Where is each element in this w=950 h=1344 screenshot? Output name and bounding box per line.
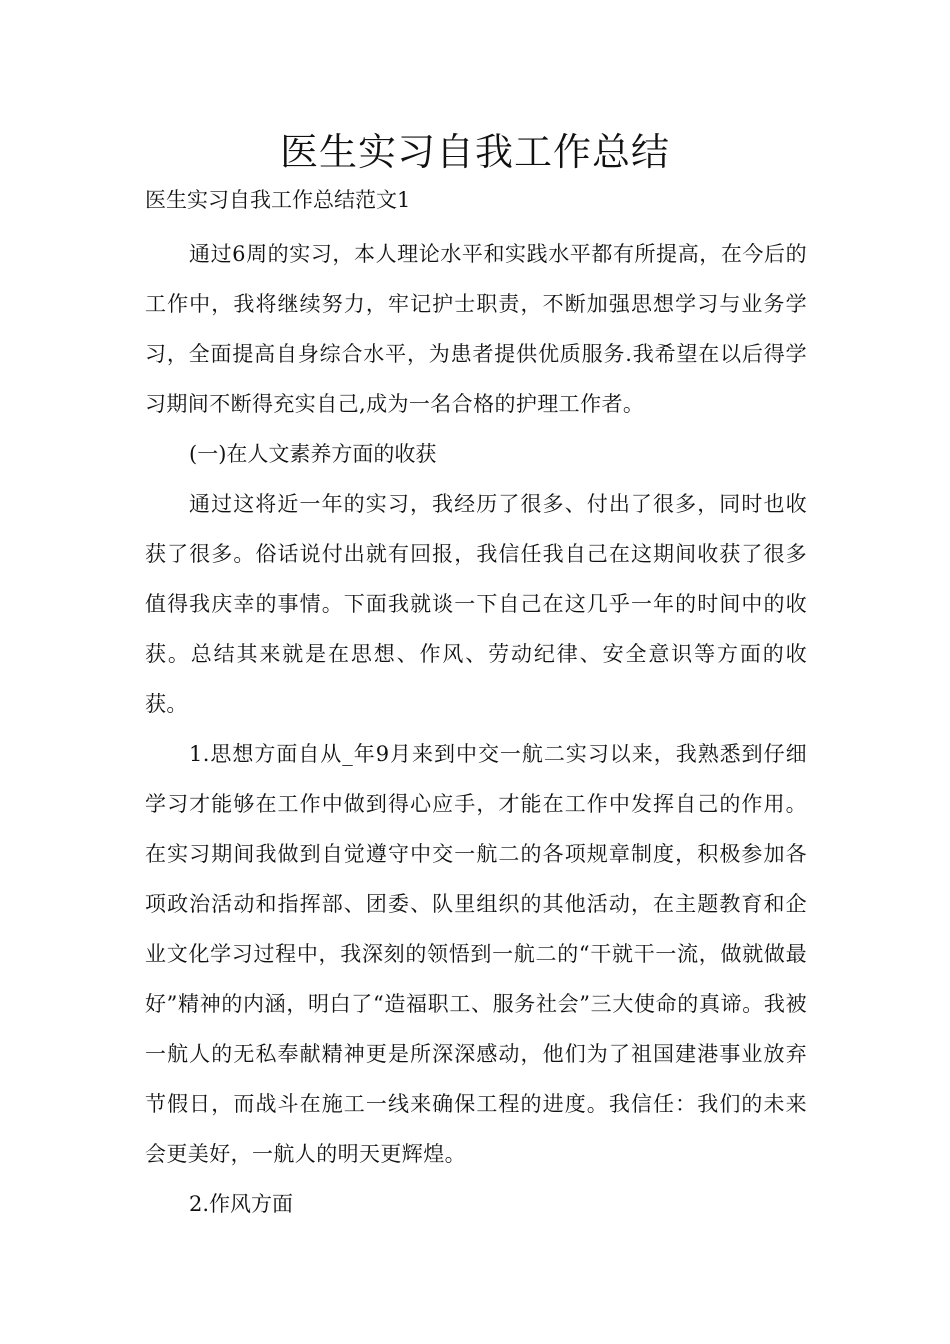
paragraph-thought: 1.思想方面自从_年9月来到中交一航二实习以来，我熟悉到仔细学习才能够在工作中做到得心应手，才能在工作中发挥自己的作用。在实习期间我做到自觉遵守中交一航二的各项规章制度，积极参加各项政治活动和指挥部、团委、队里组织的其他活动，在主题教育和企业文化学习过程中，我深刻的领悟到一航二的“干就干一流，做就做最好”精神的内涵，明白了“造福职工、服务社会”三大使命的真谛。我被一航人的无私奉献精神更是所深深感动，他们为了祖国建港事业放弃节假日，而战斗在施工一线来确保工程的进度。我信任：我们的未来会更美好，一航人的明天更辉煌。 [145, 742, 807, 1166]
paragraph-intro: 通过6周的实习，本人理论水平和实践水平都有所提高，在今后的工作中，我将继续努力，牢记护士职责，不断加强思想学习与业务学习，全面提高自身综合水平，为患者提供优质服务.我希望在以后得学习期间不断得充实自己,成为一名合格的护理工作者。 [145, 242, 807, 416]
document-subtitle: 医生实习自我工作总结范文1 [145, 188, 411, 212]
paragraph-gains: 通过这将近一年的实习，我经历了很多、付出了很多，同时也收获了很多。俗话说付出就有回报，我信任我自己在这期间收获了很多值得我庆幸的事情。下面我就谈一下自己在这几乎一年的时间中的收获。总结其来就是在思想、作风、劳动纪律、安全意识等方面的收获。 [145, 492, 807, 716]
document-title: 医生实习自我工作总结 [279, 130, 670, 174]
section-heading-style: 2.作风方面 [189, 1192, 294, 1216]
body-text [145, 229, 807, 1229]
section-heading-humanities: (一)在人文素养方面的收获 [189, 442, 437, 466]
